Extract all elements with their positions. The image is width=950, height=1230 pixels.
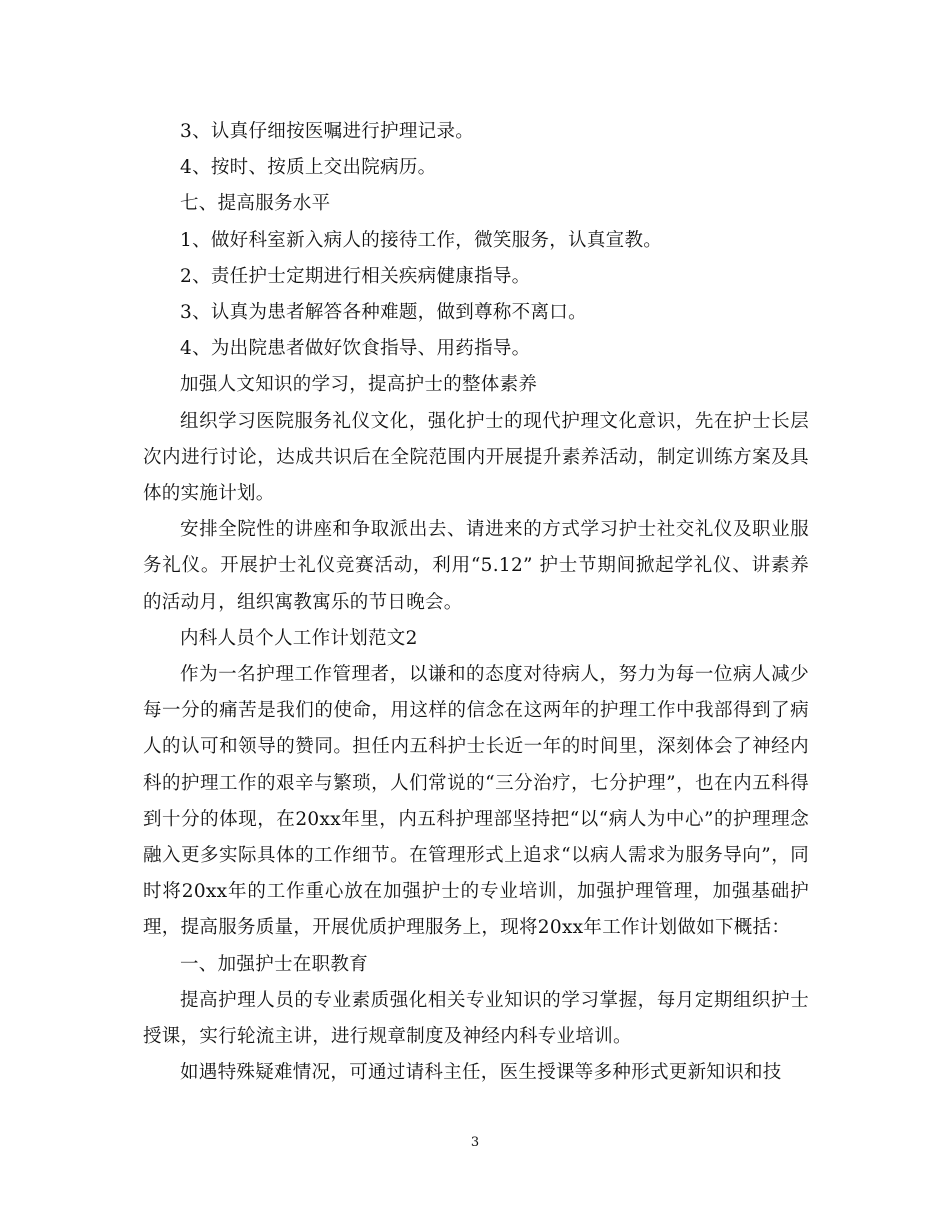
paragraph: 提高护理人员的专业素质强化相关专业知识的学习掌握，每月定期组织护士授课，实行轮流主讲，进行规章制度及神经内科专业培训。 bbox=[143, 989, 809, 1048]
list-item: 4、为出院患者做好饮食指导、用药指导。 bbox=[180, 338, 531, 360]
list-item: 3、认真为患者解答各种难题，做到尊称不离口。 bbox=[180, 302, 587, 324]
paragraph: 安排全院性的讲座和争取派出去、请进来的方式学习护士社交礼仪及职业服务礼仪。开展护士礼仪竞赛活动，利用“5.12” 护士节期间掀起学礼仪、讲素养的活动月，组织寓教寓乐的节日晚会。 bbox=[143, 519, 809, 613]
section-heading: 一、加强护士在职教育 bbox=[180, 953, 369, 975]
section-heading: 七、提高服务水平 bbox=[180, 193, 331, 215]
list-item: 4、按时、按质上交出院病历。 bbox=[180, 157, 437, 179]
section-heading: 加强人文知识的学习，提高护士的整体素养 bbox=[180, 374, 538, 396]
paragraph: 如遇特殊疑难情况，可通过请科主任，医生授课等多种形式更新知识和技 bbox=[180, 1062, 782, 1084]
list-item: 3、认真仔细按医嘱进行护理记录。 bbox=[180, 121, 475, 142]
page-number: 3 bbox=[470, 1135, 480, 1150]
list-item: 1、做好科室新入病人的接待工作，微笑服务，认真宣教。 bbox=[180, 229, 663, 251]
paragraph: 组织学习医院服务礼仪文化，强化护士的现代护理文化意识，先在护士长层次内进行讨论，达成共识后在全院范围内开展提升素养活动，制定训练方案及具体的实施计划。 bbox=[143, 410, 809, 505]
body-text bbox=[143, 114, 809, 1091]
article-title: 内科人员个人工作计划范文2 bbox=[180, 627, 418, 649]
paragraph: 作为一名护理工作管理者，以谦和的态度对待病人，努力为每一位病人减少每一分的痛苦是我们的使命，用这样的信念在这两年的护理工作中我部得到了病人的认可和领导的赞同。担任内五科护士长近一年的时间里，深刻体会了神经内科的护理工作的艰辛与繁琐，人们常说的“三分治疗，七分护理”，也在内五科得到十分的体现，在20xx年里，内五科护理部坚持把“以“病人为中心”的护理理念融入更多实际具体的工作细节。在管理形式上追求“以病人需求为服务导向”，同时将20xx年的工作重心放在加强护士的专业培训，加强护理管理，加强基础护理，提高服务质量，开展优质护理服务上，现将20xx年工作计划做如下概括： bbox=[143, 664, 809, 939]
list-item: 2、责任护士定期进行相关疾病健康指导。 bbox=[180, 265, 531, 287]
